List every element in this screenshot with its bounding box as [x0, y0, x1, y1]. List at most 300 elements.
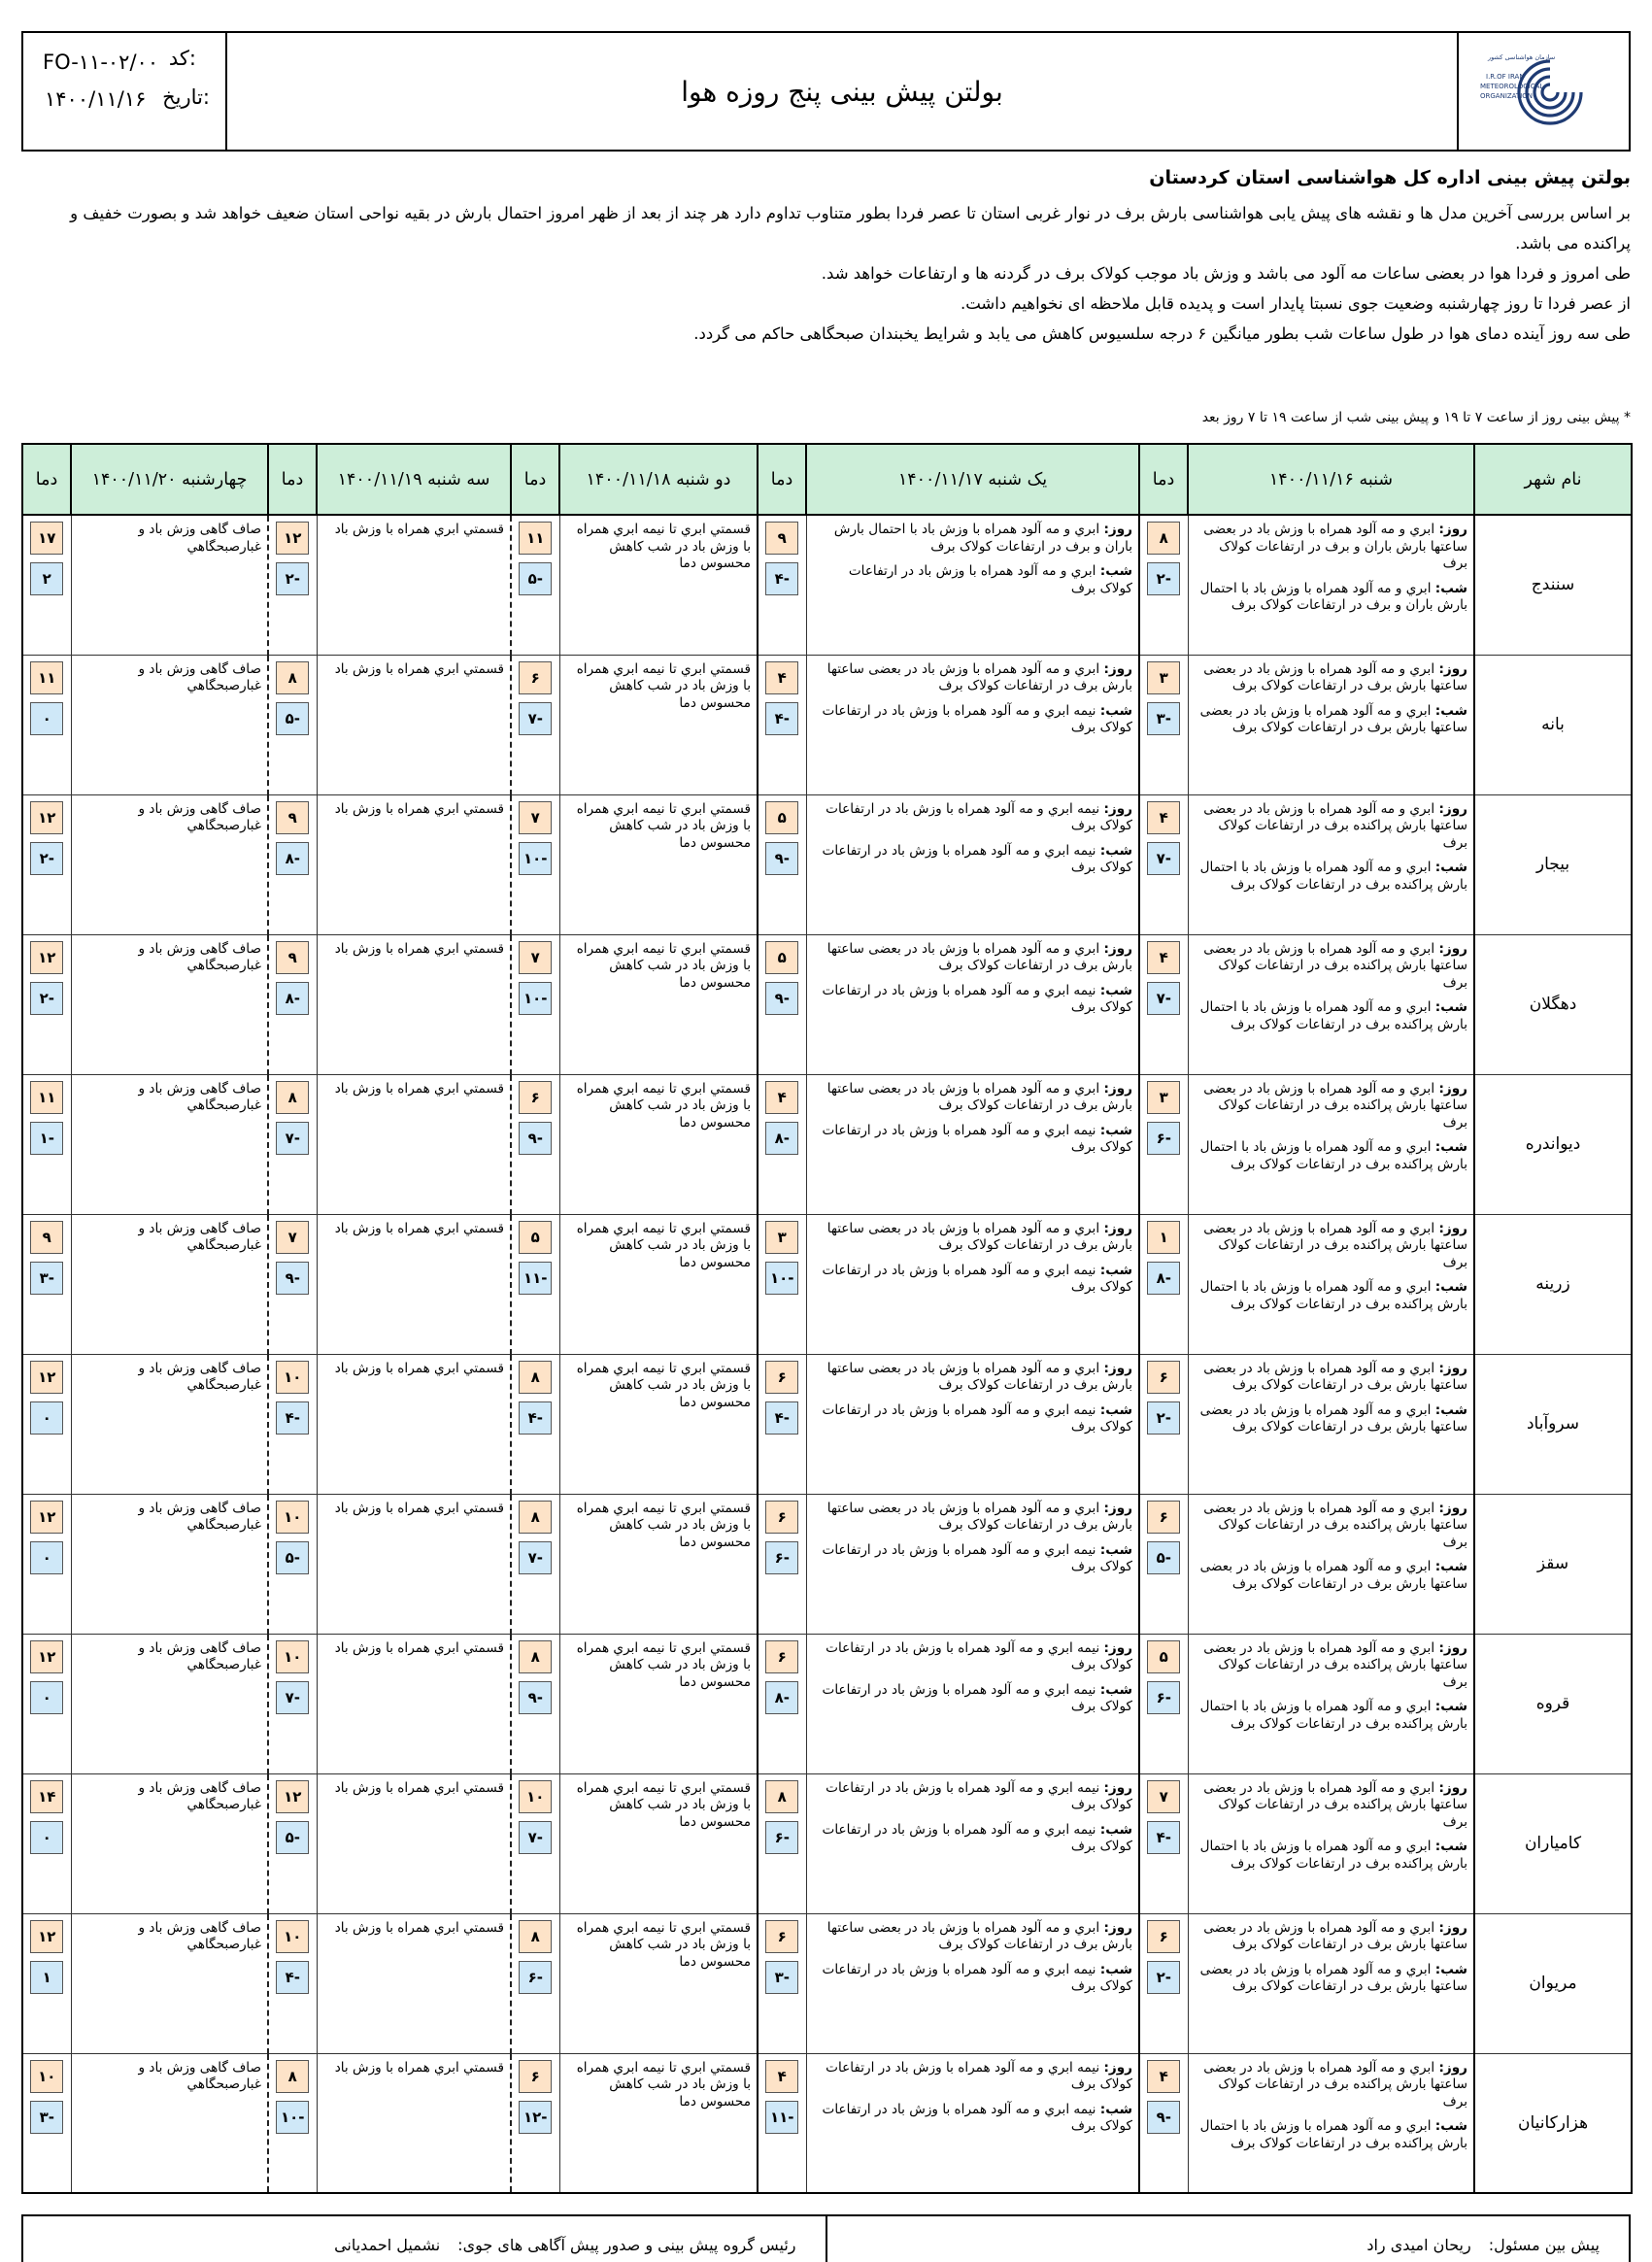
temp-cell	[1139, 515, 1188, 655]
max-temp: ۳	[1147, 661, 1180, 694]
night-forecast-text: ابري و مه آلود همراه با وزش باد در بعضی ساعتها بارش برف در ارتفاعات کولاک برف	[1199, 1961, 1467, 1994]
temp-cell	[268, 1354, 317, 1494]
day-forecast-text: ابري و مه آلود همراه با وزش باد در بعضی ساعتها بارش برف در ارتفاعات کولاک برف	[1203, 1919, 1467, 1952]
day-label: روز:	[1438, 1500, 1467, 1516]
temp-cell	[22, 2053, 71, 2193]
forecast-cell	[559, 2053, 758, 2193]
table-row	[22, 1634, 1632, 1773]
max-temp: ۱۱	[519, 522, 552, 555]
temp-cell	[758, 1354, 806, 1494]
night-forecast-text: ابري و مه آلود همراه با وزش باد با احتمال بارش پراکنده برف در ارتفاعات کولاک برف	[1199, 1699, 1467, 1732]
day-forecast-text: ابري و مه آلود همراه با وزش باد در بعضی ساعتها بارش برف در ارتفاعات کولاک برف	[1203, 1360, 1467, 1393]
day-forecast	[813, 1780, 1133, 1814]
city-name: دهگلان	[1474, 934, 1632, 1074]
table-row	[22, 794, 1632, 934]
day-forecast-text: ابري و مه آلود همراه با وزش باد در بعضی ساعتها بارش پراکنده برف در ارتفاعات کولاک برف	[1203, 940, 1467, 991]
forecast-cell	[71, 1634, 268, 1773]
forecast-cell	[317, 1634, 511, 1773]
night-forecast-text: نيمه ابري و مه آلود همراه با وزش باد در ارتفاعات کولاک برف	[822, 842, 1132, 875]
day-label: روز:	[1103, 1080, 1132, 1097]
day-forecast-text: ابري و مه آلود همراه با وزش باد در بعضی ساعتها بارش باران و برف در ارتفاعات کولاک برف	[1203, 522, 1467, 571]
forecast-text: قسمتي ابري همراه با وزش باد	[334, 1500, 504, 1516]
night-forecast	[813, 1682, 1133, 1716]
forecast-text: قسمتي ابري همراه با وزش باد	[334, 1639, 504, 1656]
forecast-text: قسمتي ابري همراه با وزش باد	[334, 800, 504, 817]
max-temp: ۸	[276, 2060, 309, 2093]
day-label: روز:	[1103, 940, 1132, 957]
min-temp: -۳	[30, 2101, 63, 2134]
max-temp: ۱۲	[276, 522, 309, 555]
temp-cell	[758, 1773, 806, 1913]
day-forecast	[813, 1221, 1133, 1255]
temp-cell	[758, 2053, 806, 2193]
max-temp: ۸	[519, 1640, 552, 1673]
table-row	[22, 934, 1632, 1074]
night-label: شب:	[1434, 1401, 1467, 1418]
city-name: سقز	[1474, 1494, 1632, 1634]
night-forecast-text: نيمه ابري و مه آلود همراه با وزش باد در ارتفاعات کولاک برف	[822, 1541, 1132, 1574]
temp-cell	[268, 515, 317, 655]
forecast-text: قسمتي ابري تا نيمه ابري همراه با وزش باد در شب کاهش محسوس دما	[576, 1779, 751, 1830]
forecast-cell	[317, 1074, 511, 1214]
night-label: شب:	[1099, 982, 1132, 998]
temp-cell	[1139, 1634, 1188, 1773]
forecast-cell	[317, 934, 511, 1074]
day-label: روز:	[1438, 1360, 1467, 1376]
max-temp: ۸	[276, 1081, 309, 1114]
day-forecast-text: ابري و مه آلود همراه با وزش باد در بعضی ساعتها بارش پراکنده برف در ارتفاعات کولاک برف	[1203, 1779, 1467, 1830]
min-temp: -۷	[519, 1541, 552, 1574]
temp-cell	[22, 1634, 71, 1773]
forecast-text: قسمتي ابري تا نيمه ابري همراه با وزش باد در شب کاهش محسوس دما	[576, 800, 751, 851]
temp-column-header: دما	[22, 444, 71, 515]
min-temp: -۷	[1147, 842, 1180, 875]
forecast-text: قسمتي ابري همراه با وزش باد	[334, 2059, 504, 2076]
night-forecast	[813, 1263, 1133, 1297]
forecast-cell	[559, 1494, 758, 1634]
forecast-cell	[806, 934, 1139, 1074]
night-forecast	[813, 1822, 1133, 1856]
night-label: شب:	[1434, 1839, 1467, 1854]
day-column-header: سه شنبه ۱۴۰۰/۱۱/۱۹	[317, 444, 511, 515]
group-head-cell	[23, 2216, 827, 2262]
day-forecast	[1195, 1501, 1468, 1552]
forecast-cell	[71, 1354, 268, 1494]
summary-paragraph: بر اساس بررسی آخرین مدل ها و نقشه های پیش یابی هواشناسی بارش برف در نوار غربی استان تا عصر فردا بطور متناوب تداوم دارد هر چند از بعد از ظهر امروز احتمال بارش در بقیه نواحی استان ضعیف خواهد شد و بصورت خفیف و پراکنده می باشد.	[70, 204, 1631, 253]
forecast-text: قسمتي ابري همراه با وزش باد	[334, 1360, 504, 1376]
night-label: شب:	[1434, 1139, 1467, 1155]
max-temp: ۴	[1147, 941, 1180, 974]
table-row	[22, 1354, 1632, 1494]
max-temp: ۴	[765, 2060, 798, 2093]
temp-cell	[511, 1214, 559, 1354]
max-temp: ۱۲	[30, 1640, 63, 1673]
night-forecast	[813, 1962, 1133, 1996]
min-temp: ۰	[30, 1821, 63, 1854]
day-forecast	[813, 1081, 1133, 1115]
day-forecast-text: ابري و مه آلود همراه با وزش باد در بعضی ساعتها بارش برف در ارتفاعات کولاک برف	[826, 1360, 1132, 1393]
forecast-cell	[71, 1773, 268, 1913]
temp-cell	[268, 1913, 317, 2053]
max-temp: ۱۲	[276, 1780, 309, 1813]
min-temp: ۰	[30, 1541, 63, 1574]
night-forecast-text: نيمه ابري و مه آلود همراه با وزش باد در ارتفاعات کولاک برف	[822, 1122, 1132, 1155]
night-forecast-text: نيمه ابري و مه آلود همراه با وزش باد در ارتفاعات کولاک برف	[822, 982, 1132, 1015]
night-forecast	[813, 703, 1133, 737]
day-label: روز:	[1103, 1919, 1132, 1936]
forecast-text: قسمتي ابري تا نيمه ابري همراه با وزش باد در شب کاهش محسوس دما	[576, 940, 751, 991]
table-row	[22, 2053, 1632, 2193]
min-temp: -۵	[519, 562, 552, 595]
night-forecast-text: ابري و مه آلود همراه با وزش باد با احتمال بارش پراکنده برف در ارتفاعات کولاک برف	[1199, 999, 1467, 1032]
table-row	[22, 1214, 1632, 1354]
forecast-cell	[317, 1354, 511, 1494]
temp-cell	[511, 1913, 559, 2053]
night-label: شب:	[1099, 1961, 1132, 1977]
forecast-cell	[559, 1354, 758, 1494]
min-temp: -۴	[276, 1961, 309, 1994]
night-label: شب:	[1434, 702, 1467, 719]
forecast-cell	[806, 794, 1139, 934]
temp-cell	[758, 794, 806, 934]
max-temp: ۳	[1147, 1081, 1180, 1114]
night-forecast	[1195, 1559, 1468, 1593]
forecast-cell	[806, 1494, 1139, 1634]
day-forecast	[1195, 661, 1468, 695]
night-forecast-text: ابري و مه آلود همراه با وزش باد در ارتفاعات کولاک برف	[848, 563, 1132, 596]
temp-cell	[758, 1913, 806, 2053]
city-name: بیجار	[1474, 794, 1632, 934]
day-forecast	[813, 941, 1133, 975]
forecast-cell	[1188, 1074, 1474, 1214]
night-forecast	[1195, 860, 1468, 894]
forecast-text: صاف گاهی وزش باد و غبارصبحگاهي	[138, 800, 261, 833]
forecast-cell	[317, 1913, 511, 2053]
night-forecast	[1195, 2118, 1468, 2152]
night-label: شب:	[1434, 1699, 1467, 1714]
forecast-text: صاف گاهی وزش باد و غبارصبحگاهي	[138, 1639, 261, 1672]
bulletin-header	[21, 31, 1631, 152]
min-temp: -۹	[1147, 2101, 1180, 2134]
night-forecast-text: نيمه ابري و مه آلود همراه با وزش باد در ارتفاعات کولاک برف	[822, 1821, 1132, 1854]
temp-cell	[1139, 794, 1188, 934]
forecast-cell	[806, 1074, 1139, 1214]
night-label: شب:	[1434, 580, 1467, 596]
temp-cell	[22, 1354, 71, 1494]
max-temp: ۷	[519, 941, 552, 974]
forecast-cell	[317, 1773, 511, 1913]
city-name: قروه	[1474, 1634, 1632, 1773]
forecast-cell	[71, 655, 268, 794]
day-forecast	[1195, 1221, 1468, 1272]
day-label: روز:	[1103, 660, 1132, 677]
temp-cell	[268, 934, 317, 1074]
temp-cell	[511, 1074, 559, 1214]
min-temp: -۲	[1147, 1961, 1180, 1994]
max-temp: ۱۱	[30, 661, 63, 694]
group-head-label: رئیس گروه پیش بینی و صدور پیش آگاهی های جوی:	[457, 2235, 796, 2254]
forecast-text: صاف گاهی وزش باد و غبارصبحگاهي	[138, 1360, 261, 1393]
forecast-text: قسمتي ابري تا نيمه ابري همراه با وزش باد در شب کاهش محسوس دما	[576, 1080, 751, 1131]
max-temp: ۱۲	[30, 1920, 63, 1953]
day-forecast	[813, 801, 1133, 835]
min-temp: -۴	[765, 702, 798, 735]
night-forecast	[813, 1542, 1133, 1576]
max-temp: ۶	[1147, 1501, 1180, 1534]
min-temp: -۱۲	[519, 2101, 552, 2134]
forecast-cell	[559, 934, 758, 1074]
forecast-cell	[71, 1214, 268, 1354]
forecast-cell	[806, 2053, 1139, 2193]
min-temp: -۹	[519, 1122, 552, 1155]
forecast-cell	[1188, 1354, 1474, 1494]
city-name: بانه	[1474, 655, 1632, 794]
max-temp: ۱۰	[276, 1501, 309, 1534]
city-column-header: نام شهر	[1474, 444, 1632, 515]
min-temp: -۲	[276, 562, 309, 595]
day-forecast	[813, 1920, 1133, 1954]
min-temp: -۱۰	[519, 842, 552, 875]
day-label: روز:	[1438, 1220, 1467, 1236]
max-temp: ۴	[1147, 801, 1180, 834]
min-temp: -۹	[765, 982, 798, 1015]
night-label: شب:	[1099, 563, 1132, 579]
max-temp: ۱۰	[30, 2060, 63, 2093]
night-forecast	[1195, 703, 1468, 737]
forecast-cell	[317, 515, 511, 655]
max-temp: ۵	[765, 941, 798, 974]
temp-cell	[268, 1074, 317, 1214]
max-temp: ۶	[1147, 1920, 1180, 1953]
forecast-cell	[71, 794, 268, 934]
day-label: روز:	[1438, 2059, 1467, 2076]
time-range-note: * پیش بینی روز از ساعت ۷ تا ۱۹ و پیش بینی شب از ساعت ۱۹ تا ۷ روز بعد	[1201, 410, 1631, 425]
day-forecast-text: نيمه ابري و مه آلود همراه با وزش باد در ارتفاعات کولاک برف	[826, 1639, 1132, 1672]
temp-cell	[268, 1773, 317, 1913]
logo-en-text-1: I.R.OF IRAN	[1485, 72, 1525, 81]
code-label: کد:	[168, 47, 196, 70]
min-temp: -۱۰	[765, 1262, 798, 1295]
max-temp: ۹	[30, 1221, 63, 1254]
day-label: روز:	[1103, 1500, 1132, 1516]
summary-heading: بولتن پیش بینی اداره کل هواشناسی استان کردستان	[1149, 167, 1631, 188]
forecast-cell	[317, 1494, 511, 1634]
night-label: شب:	[1099, 2101, 1132, 2117]
forecast-cell	[806, 1214, 1139, 1354]
summary-paragraph: طی سه روز آینده دمای هوا در طول ساعات شب بطور میانگین ۶ درجه سلسیوس کاهش می یابد و شرایط یخبندان صبحگاهی حاکم می گردد.	[693, 324, 1631, 343]
max-temp: ۵	[1147, 1640, 1180, 1673]
temp-cell	[22, 1913, 71, 2053]
forecast-text: قسمتي ابري تا نيمه ابري همراه با وزش باد در شب کاهش محسوس دما	[576, 660, 751, 711]
forecast-cell	[559, 1773, 758, 1913]
min-temp: -۷	[1147, 982, 1180, 1015]
max-temp: ۱۰	[276, 1920, 309, 1953]
city-name: کامیاران	[1474, 1773, 1632, 1913]
day-column-header: چهارشنبه ۱۴۰۰/۱۱/۲۰	[71, 444, 268, 515]
forecast-cell	[559, 794, 758, 934]
day-forecast	[813, 522, 1133, 556]
max-temp: ۱۲	[30, 1361, 63, 1394]
min-temp: -۴	[1147, 1821, 1180, 1854]
min-temp: -۳	[765, 1961, 798, 1994]
max-temp: ۱۲	[30, 801, 63, 834]
forecast-cell	[1188, 934, 1474, 1074]
day-label: روز:	[1438, 800, 1467, 817]
max-temp: ۶	[765, 1640, 798, 1673]
min-temp: ۰	[30, 1681, 63, 1714]
day-label: روز:	[1103, 2059, 1132, 2076]
max-temp: ۴	[1147, 2060, 1180, 2093]
forecast-text: صاف گاهی وزش باد و غبارصبحگاهي	[138, 1500, 261, 1533]
forecast-cell	[559, 655, 758, 794]
night-label: شب:	[1434, 1279, 1467, 1295]
temp-cell	[1139, 655, 1188, 794]
night-forecast-text: ابري و مه آلود همراه با وزش باد در بعضی ساعتها بارش برف در ارتفاعات کولاک برف	[1199, 1401, 1467, 1435]
night-label: شب:	[1099, 1262, 1132, 1278]
night-forecast	[813, 1402, 1133, 1436]
min-temp: -۱۰	[276, 2101, 309, 2134]
night-label: شب:	[1099, 702, 1132, 719]
temp-cell	[758, 515, 806, 655]
forecast-text: صاف گاهی وزش باد و غبارصبحگاهي	[138, 1779, 261, 1812]
forecast-cell	[1188, 1214, 1474, 1354]
day-forecast-text: نيمه ابري و مه آلود همراه با وزش باد در ارتفاعات کولاک برف	[826, 800, 1132, 833]
table-row	[22, 1494, 1632, 1634]
forecast-cell	[806, 1773, 1139, 1913]
min-temp: -۶	[1147, 1681, 1180, 1714]
forecast-cell	[71, 1913, 268, 2053]
night-forecast	[1195, 999, 1468, 1033]
min-temp: -۷	[519, 702, 552, 735]
night-forecast	[1195, 1699, 1468, 1733]
forecast-text: قسمتي ابري تا نيمه ابري همراه با وزش باد در شب کاهش محسوس دما	[576, 1919, 751, 1970]
day-label: روز:	[1438, 1080, 1467, 1097]
forecast-cell	[806, 1913, 1139, 2053]
day-label: روز:	[1103, 1220, 1132, 1236]
night-forecast	[813, 1123, 1133, 1157]
min-temp: -۳	[30, 1262, 63, 1295]
forecast-text: صاف گاهی وزش باد و غبارصبحگاهي	[138, 522, 261, 555]
night-forecast-text: نيمه ابري و مه آلود همراه با وزش باد در ارتفاعات کولاک برف	[822, 1262, 1132, 1295]
day-forecast-text: ابري و مه آلود همراه با وزش باد در بعضی ساعتها بارش برف در ارتفاعات کولاک برف	[826, 940, 1132, 973]
summary-paragraph: از عصر فردا تا روز چهارشنبه وضعیت جوی نسبتا پایدار است و پدیده قابل ملاحظه ای نخواهیم داشت.	[960, 294, 1631, 313]
group-head-name: نشمیل احمدیانی	[334, 2235, 441, 2254]
min-temp: -۳	[1147, 702, 1180, 735]
forecast-cell	[559, 1214, 758, 1354]
max-temp: ۱۲	[30, 1501, 63, 1534]
temp-cell	[758, 1214, 806, 1354]
day-forecast	[813, 1361, 1133, 1395]
day-forecast	[813, 1501, 1133, 1535]
temp-cell	[268, 1214, 317, 1354]
forecast-cell	[806, 1634, 1139, 1773]
temp-cell	[511, 794, 559, 934]
max-temp: ۵	[519, 1221, 552, 1254]
night-label: شب:	[1434, 1559, 1467, 1574]
temp-cell	[268, 2053, 317, 2193]
max-temp: ۱۰	[276, 1640, 309, 1673]
night-label: شب:	[1099, 1541, 1132, 1558]
forecast-cell	[559, 1634, 758, 1773]
min-temp: ۰	[30, 702, 63, 735]
temp-cell	[511, 1773, 559, 1913]
temp-cell	[22, 1773, 71, 1913]
day-forecast-text: ابري و مه آلود همراه با وزش باد در بعضی ساعتها بارش برف در ارتفاعات کولاک برف	[826, 1080, 1132, 1113]
temp-cell	[758, 934, 806, 1074]
max-temp: ۵	[765, 801, 798, 834]
temp-cell	[511, 1494, 559, 1634]
forecast-text: صاف گاهی وزش باد و غبارصبحگاهي	[138, 1919, 261, 1952]
temp-cell	[268, 794, 317, 934]
max-temp: ۶	[765, 1361, 798, 1394]
min-temp: -۷	[276, 1681, 309, 1714]
forecast-text: قسمتي ابري همراه با وزش باد	[334, 522, 504, 537]
forecast-cell	[1188, 1494, 1474, 1634]
temp-cell	[511, 515, 559, 655]
night-label: شب:	[1099, 1681, 1132, 1698]
min-temp: -۹	[519, 1681, 552, 1714]
forecast-cell	[559, 515, 758, 655]
max-temp: ۹	[276, 941, 309, 974]
temp-column-header: دما	[268, 444, 317, 515]
min-temp: -۶	[765, 1821, 798, 1854]
max-temp: ۱۰	[276, 1361, 309, 1394]
day-label: روز:	[1103, 800, 1132, 817]
day-forecast-text: ابري و مه آلود همراه با وزش باد در بعضی ساعتها بارش برف در ارتفاعات کولاک برف	[826, 660, 1132, 693]
day-label: روز:	[1438, 1919, 1467, 1936]
max-temp: ۴	[765, 1081, 798, 1114]
forecast-cell	[317, 1214, 511, 1354]
night-forecast	[813, 563, 1133, 597]
temp-cell	[758, 1494, 806, 1634]
max-temp: ۱۱	[30, 1081, 63, 1114]
min-temp: -۶	[519, 1961, 552, 1994]
temp-cell	[268, 655, 317, 794]
day-forecast	[1195, 2060, 1468, 2111]
temp-cell	[758, 655, 806, 794]
min-temp: -۱۰	[519, 982, 552, 1015]
meteorological-organization-logo	[1459, 33, 1629, 150]
day-column-header: یک شنبه ۱۴۰۰/۱۱/۱۷	[806, 444, 1139, 515]
day-forecast	[1195, 1780, 1468, 1832]
forecast-text: صاف گاهی وزش باد و غبارصبحگاهي	[138, 940, 261, 973]
max-temp: ۸	[276, 661, 309, 694]
max-temp: ۶	[1147, 1361, 1180, 1394]
max-temp: ۱۲	[30, 941, 63, 974]
temp-column-header: دما	[1139, 444, 1188, 515]
night-label: شب:	[1434, 999, 1467, 1015]
night-label: شب:	[1099, 1122, 1132, 1138]
temp-cell	[511, 2053, 559, 2193]
night-forecast-text: نيمه ابري و مه آلود همراه با وزش باد در ارتفاعات کولاک برف	[822, 1961, 1132, 1994]
max-temp: ۸	[519, 1501, 552, 1534]
forecast-text: قسمتي ابري همراه با وزش باد	[334, 1080, 504, 1097]
forecast-text: صاف گاهی وزش باد و غبارصبحگاهي	[138, 2059, 261, 2092]
night-label: شب:	[1099, 1821, 1132, 1838]
night-forecast-text: ابري و مه آلود همراه با وزش باد در بعضی ساعتها بارش برف در ارتفاعات کولاک برف	[1199, 1559, 1467, 1592]
max-temp: ۱۴	[30, 1780, 63, 1813]
day-forecast	[1195, 1361, 1468, 1395]
day-forecast-text: ابري و مه آلود همراه با وزش باد در بعضی ساعتها بارش برف در ارتفاعات کولاک برف	[826, 1220, 1132, 1253]
logo-fa-text: سازمان هواشناسی کشور	[1487, 52, 1555, 61]
day-label: روز:	[1438, 940, 1467, 957]
forecast-text: قسمتي ابري همراه با وزش باد	[334, 1779, 504, 1796]
day-label: روز:	[1438, 1639, 1467, 1656]
forecast-text: قسمتي ابري تا نيمه ابري همراه با وزش باد در شب کاهش محسوس دما	[576, 2059, 751, 2110]
temp-cell	[22, 1214, 71, 1354]
min-temp: -۲	[30, 982, 63, 1015]
temp-cell	[1139, 1494, 1188, 1634]
